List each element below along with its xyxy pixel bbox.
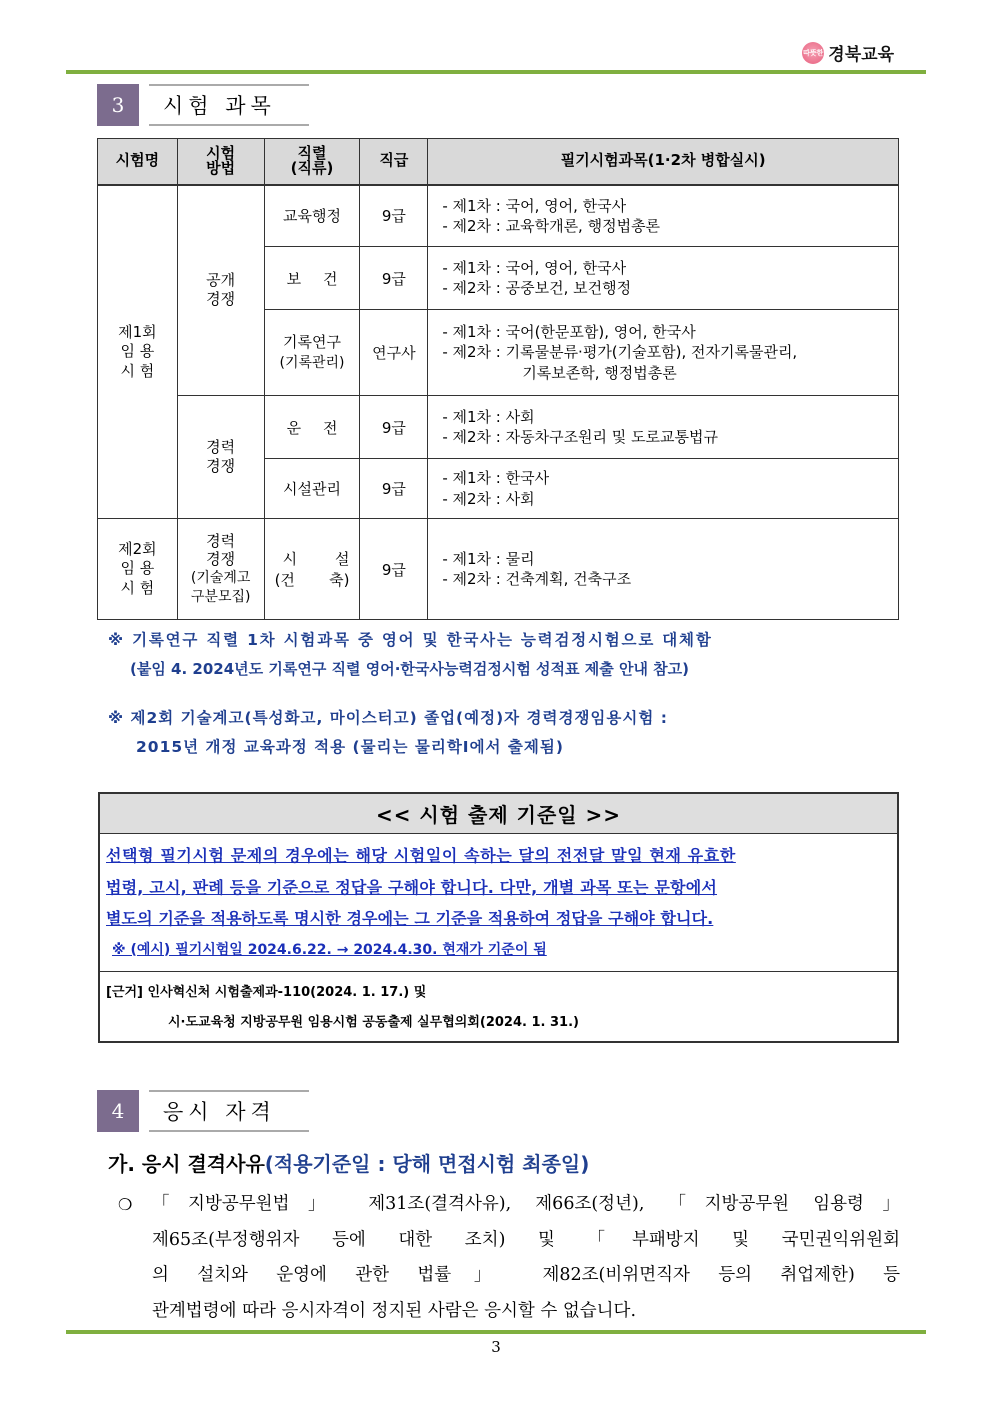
- job-cell: 교육행정: [264, 185, 360, 247]
- round2-cell: 제2회 임 용 시 험: [98, 519, 178, 620]
- criteria-example: ※ (예시) 필기시험일 2024.6.22. → 2024.4.30. 현재가 기준이 됨: [112, 941, 547, 958]
- logo-mark-icon: 따뜻한: [802, 42, 824, 64]
- subjects-cell: - 제1차 : 국어, 영어, 한국사 - 제2차 : 교육학개론, 행정법총론: [428, 185, 899, 247]
- subjects-cell: - 제1차 : 국어(한문포함), 영어, 한국사 - 제2차 : 기록물분류·평가(기술포함), 전자기록물관리, 기록보존학, 행정법총론: [428, 310, 899, 396]
- grade-cell: 9급: [360, 396, 428, 459]
- open-competition-cell: 공개 경쟁: [177, 185, 264, 396]
- section-title: 응시 자격: [163, 1100, 276, 1124]
- job-cell: 기록연구 (기록관리): [264, 310, 360, 396]
- grade-cell: 9급: [360, 185, 428, 247]
- criteria-box: [98, 792, 899, 1043]
- header-method: 시험 방법: [177, 139, 264, 185]
- subjects-cell: - 제1차 : 한국사 - 제2차 : 사회: [428, 459, 899, 519]
- section-4-heading: [97, 1090, 309, 1132]
- logo-text: 경북교육: [828, 45, 894, 65]
- table-row: [98, 519, 899, 620]
- disqualification-heading: 가. 응시 결격사유(적용기준일 : 당해 면접시험 최종일): [108, 1152, 590, 1176]
- criteria-title: << 시험 출제 기준일 >>: [100, 794, 897, 834]
- header-job: 직렬 (직류): [264, 139, 360, 185]
- job-cell: 시설관리: [264, 459, 360, 519]
- page-number: 3: [491, 1338, 501, 1356]
- grade-cell: 9급: [360, 459, 428, 519]
- header-subjects: 필기시험과목(1·2차 병합실시): [428, 139, 899, 185]
- section-title: 시험 과목: [163, 94, 276, 118]
- subjects-cell: - 제1차 : 사회 - 제2차 : 자동차구조원리 및 도로교통법규: [428, 396, 899, 459]
- top-divider: [66, 70, 926, 74]
- logo: [802, 40, 894, 65]
- table-row: [98, 185, 899, 247]
- criteria-body: 선택형 필기시험 문제의 경우에는 해당 시험일이 속하는 달의 전전달 말일 현재 유효한 법령, 고시, 판례 등을 기준으로 정답을 구해야 합니다. 다만, 개별 과목 또는 문항에서 별도의 기준을 적용하도록 명시한 경우에는 그 기준을 적용하여 정답을 구해야 합니다. ※ (예시) 필기시험일 2024.6.22. → 2024.4.30. 현재가 기준이 됨: [100, 834, 897, 972]
- header-grade: 직급: [360, 139, 428, 185]
- section-number: 3: [97, 84, 139, 126]
- header-exam-name: 시험명: [98, 139, 178, 185]
- exam-subjects-table: [97, 138, 899, 620]
- section-number: 4: [97, 1090, 139, 1132]
- job-cell: 보 건: [264, 247, 360, 310]
- criteria-basis: [근거] 인사혁신처 시험출제과-110(2024. 1. 17.) 및 시·도교육청 지방공무원 임용시험 공동출제 실무협의회(2024. 1. 31.): [106, 985, 579, 1030]
- grade-cell: 9급: [360, 519, 428, 620]
- round1-cell: 제1회 임 용 시 험: [98, 185, 178, 519]
- subjects-cell: - 제1차 : 물리 - 제2차 : 건축계획, 건축구조: [428, 519, 899, 620]
- round2-method-cell: 경력 경쟁 (기술계고 구분모집): [177, 519, 264, 620]
- grade-cell: 연구사: [360, 310, 428, 396]
- table-row: [98, 396, 899, 459]
- career-competition-cell: 경력 경쟁: [177, 396, 264, 519]
- note-records: ※ 기록연구 직렬 1차 시험과목 중 영어 및 한국사는 능력검정시험으로 대체함 (붙임 4. 2024년도 기록연구 직렬 영어·한국사능력검정시험 성적표 제출 안내 참고): [108, 631, 713, 679]
- subjects-cell: - 제1차 : 국어, 영어, 한국사 - 제2차 : 공중보건, 보건행정: [428, 247, 899, 310]
- bottom-divider: [66, 1330, 926, 1334]
- job-cell: 운 전: [264, 396, 360, 459]
- job-cell: 시 설 (건 축): [264, 519, 360, 620]
- grade-cell: 9급: [360, 247, 428, 310]
- table-header-row: [98, 139, 899, 185]
- section-3-heading: [97, 84, 309, 126]
- note-technical: ※ 제2회 기술계고(특성화고, 마이스터고) 졸업(예정)자 경력경쟁임용시험 : 2015년 개정 교육과정 적용 (물리는 물리학Ⅰ에서 출제됨): [108, 709, 668, 757]
- disqualification-paragraph: ❍ 「지방공무원법」 제31조(결격사유), 제66조(정년), 「지방공무원 임용령」 제65조(부정행위자 등에 대한 조치) 및 「부패방지 및 국민권익위원회 의 설치와 운영에 관한 법률」 제82조(비위면직자 등의 취업제한) 등 관계법령에 따라 응시자격이 정지된 사람은 응시할 수 없습니다.: [118, 1187, 900, 1329]
- bullet-icon: ❍: [118, 1195, 133, 1214]
